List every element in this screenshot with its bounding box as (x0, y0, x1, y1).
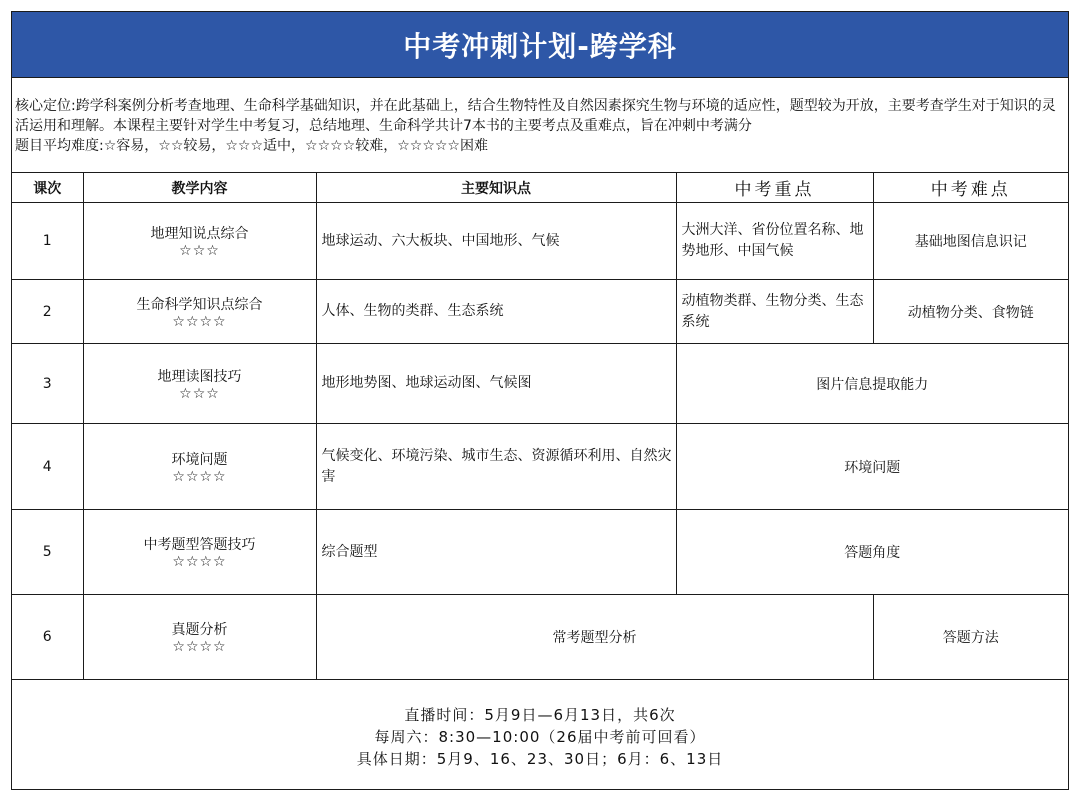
knowledge-points: 地形地势图、地球运动图、气候图 (316, 344, 676, 424)
difficulty-stars: ☆☆☆☆ (172, 554, 227, 570)
key-points: 动植物类群、生物分类、生态系统 (676, 280, 873, 344)
difficulty-stars: ☆☆☆☆ (172, 313, 227, 330)
difficult-points: 基础地图信息识记 (873, 203, 1068, 280)
intro-core-position: 核心定位:跨学科案例分析考查地理、生命科学基础知识，并在此基础上，结合生物特性及自然因素探究生物与环境的适应性，题型较为开放，主要考查学生对于知识的灵活运用和理解。本课程主要针对学生中考复习，总结地理、生命科学共计7本书的主要考点及重难点，旨在冲刺中考满分 (15, 98, 1056, 134)
lesson-title: 中考题型答题技巧 (143, 537, 256, 553)
lesson-title: 地理知说点综合 (150, 226, 249, 242)
schedule-table (12, 173, 1068, 680)
specific-dates: 具体日期：5月9、16、23、30日；6月：6、13日 (356, 750, 724, 768)
lesson-number: 3 (12, 344, 83, 424)
lesson-number: 1 (12, 203, 83, 280)
difficulty-stars: ☆☆☆☆ (172, 639, 227, 655)
header-key-points: 中考重点 (676, 173, 873, 203)
lesson-content (83, 344, 316, 424)
table-row (12, 280, 1068, 344)
lesson-number: 2 (12, 280, 83, 344)
key-and-difficult-points: 答题角度 (676, 510, 1068, 595)
lesson-title: 地理读图技巧 (157, 368, 242, 385)
difficulty-stars: ☆☆☆ (179, 385, 220, 402)
plan-sheet (11, 11, 1069, 790)
table-row (12, 203, 1068, 280)
table-row (12, 424, 1068, 510)
header-lesson: 课次 (12, 173, 83, 203)
header-knowledge: 主要知识点 (316, 173, 676, 203)
intro-section (12, 78, 1068, 173)
difficulty-stars: ☆☆☆☆ (172, 468, 227, 485)
table-row (12, 510, 1068, 595)
lesson-title: 真题分析 (171, 622, 228, 638)
knowledge-points: 人体、生物的类群、生态系统 (316, 280, 676, 344)
lesson-content (83, 595, 316, 680)
header-content: 教学内容 (83, 173, 316, 203)
key-points: 大洲大洋、省份位置名称、地势地形、中国气候 (676, 203, 873, 280)
table-header-row (12, 173, 1068, 203)
knowledge-points: 综合题型 (316, 510, 676, 595)
key-and-difficult-points: 环境问题 (676, 424, 1068, 510)
lesson-title: 环境问题 (171, 451, 228, 468)
difficult-points: 动植物分类、食物链 (873, 280, 1068, 344)
difficulty-stars: ☆☆☆ (179, 243, 220, 259)
lesson-number: 6 (12, 595, 83, 680)
lesson-content (83, 203, 316, 280)
knowledge-points: 气候变化、环境污染、城市生态、资源循环利用、自然灾害 (316, 424, 676, 510)
key-and-difficult-points: 图片信息提取能力 (676, 344, 1068, 424)
table-row (12, 344, 1068, 424)
live-period: 直播时间：5月9日—6月13日，共6次 (404, 706, 676, 724)
schedule-footer (12, 679, 1068, 789)
knowledge-points: 地球运动、六大板块、中国地形、气候 (316, 203, 676, 280)
page-title: 中考冲刺计划-跨学科 (12, 12, 1068, 78)
knowledge-and-key-points: 常考题型分析 (316, 595, 873, 680)
lesson-content (83, 280, 316, 344)
difficult-points: 答题方法 (873, 595, 1068, 680)
header-difficulties: 中考难点 (873, 173, 1068, 203)
lesson-number: 5 (12, 510, 83, 595)
lesson-title: 生命科学知识点综合 (136, 296, 263, 313)
lesson-content (83, 424, 316, 510)
table-row (12, 595, 1068, 680)
intro-difficulty-legend: 题目平均难度:☆容易，☆☆较易，☆☆☆适中，☆☆☆☆较难，☆☆☆☆☆困难 (15, 138, 488, 154)
lesson-number: 4 (12, 424, 83, 510)
weekly-time: 每周六：8:30—10:00（26届中考前可回看） (374, 728, 706, 746)
lesson-content (83, 510, 316, 595)
